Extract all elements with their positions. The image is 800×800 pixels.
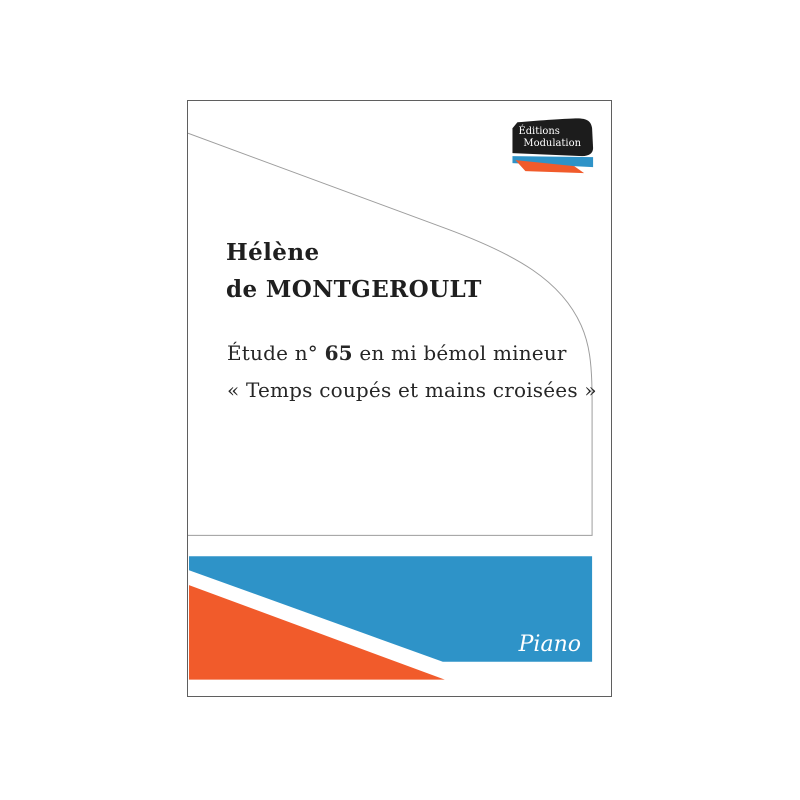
work-title [227, 343, 567, 363]
composer-last-name: de MONTGEROULT [226, 276, 482, 303]
work-title-number: 65 [324, 341, 353, 365]
instrument-label: Piano [518, 632, 581, 657]
work-title-suffix: en mi bémol mineur [352, 341, 567, 365]
work-subtitle: « Temps coupés et mains croisées » [227, 378, 597, 402]
publisher-logo [512, 118, 593, 173]
cover-page [187, 100, 612, 697]
work-title-prefix: Étude n° [227, 341, 325, 365]
logo-publisher-line2: Modulation [523, 138, 581, 150]
panel-curve-line [188, 133, 592, 535]
logo-publisher-line1: Éditions [518, 126, 560, 138]
composer-first-name: Hélène [226, 239, 320, 266]
